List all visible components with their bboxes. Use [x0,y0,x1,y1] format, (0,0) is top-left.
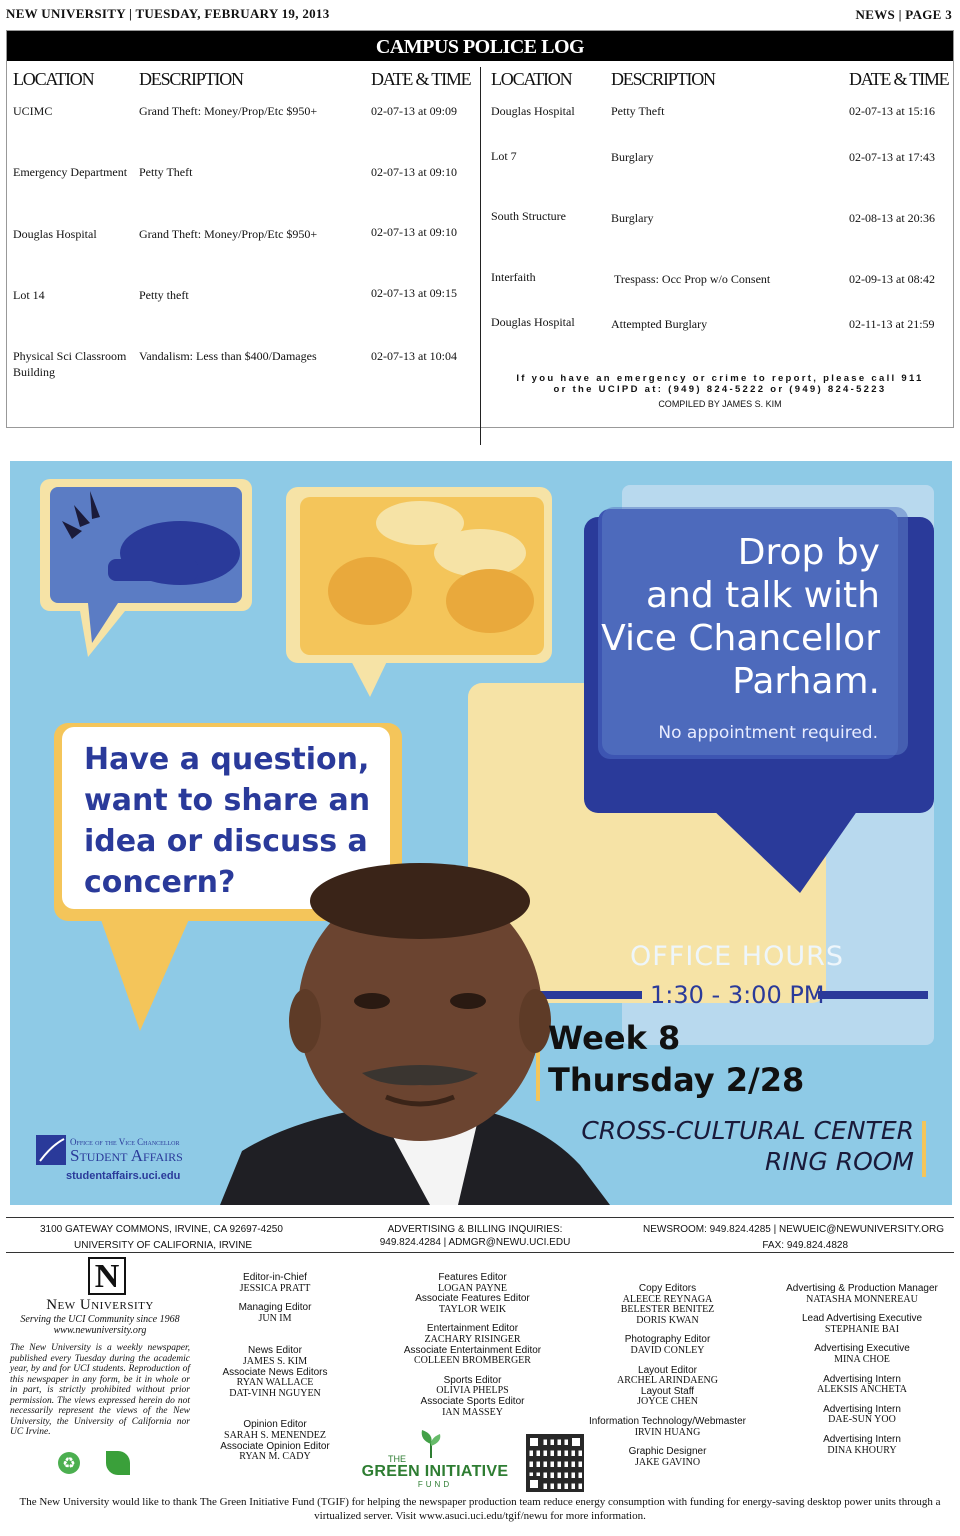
headline-line: and talk with [645,575,880,616]
staff-role: Associate News Editors [222,1366,328,1378]
venue-bar [922,1121,926,1177]
compiled-by: COMPILED BY JAMES S. KIM [658,399,782,409]
staff-role: Associate Sports Editor [420,1395,525,1407]
advertising-label: ADVERTISING & BILLING INQUIRIES: [387,1224,563,1235]
staff-column-4 [772,1284,952,1456]
newspaper-logo: N [88,1257,126,1295]
log-description: Petty theft [139,288,189,302]
green-initiative-fund-logo [352,1430,518,1492]
headline-line: Vice Chancellor [601,618,880,659]
no-appointment-note: No appointment required. [658,723,878,743]
tgif-name: GREEN INITIATIVE [361,1463,509,1480]
office-hours-time: 1:30 - 3:00 PM [650,981,825,1009]
staff-role: Copy Editors [638,1283,697,1294]
staff-name: MINA CHOE [834,1353,890,1365]
log-datetime: 02-07-13 at 15:16 [849,104,935,118]
column-divider [480,67,481,445]
leaf-icon [106,1451,130,1475]
office-hours-label: OFFICE HOURS [630,941,844,972]
log-location: Douglas Hospital [491,315,575,329]
log-location: Lot 7 [491,149,517,163]
staff-role: News Editor [248,1345,302,1357]
col-header-location: LOCATION [13,69,94,89]
headline [601,531,880,703]
staff-name: OLIVIA PHELPS [436,1385,509,1397]
page-header-left: NEW UNIVERSITY | TUESDAY, FEBRUARY 19, 2013 [6,6,330,21]
staff-name: SARAH S. MENENDEZ [224,1429,326,1441]
staff-role: Managing Editor [238,1302,312,1314]
page-header-right: NEWS | PAGE 3 [855,7,952,22]
website: www.newuniversity.org [53,1325,147,1336]
staff-role: Features Editor [438,1272,507,1283]
police-log-title: CAMPUS POLICE LOG [7,31,953,61]
log-datetime: 02-07-13 at 09:09 [371,104,457,118]
venue-line2: RING ROOM [764,1147,914,1176]
staff-role: Layout Staff [640,1385,695,1397]
student-affairs-logo-icon [36,1135,66,1165]
newspaper-name: New University [46,1297,154,1313]
staff-name: BELESTER BENITEZ [620,1304,715,1316]
venue-line1: CROSS-CULTURAL CENTER [581,1116,914,1145]
question-line: want to share an [84,783,371,818]
staff-name: ALEKSIS ANCHETA [816,1384,908,1396]
staff-name: ZACHARY RISINGER [424,1333,521,1345]
qr-code-icon[interactable] [526,1434,584,1492]
fax: FAX: 949.824.4828 [762,1240,848,1251]
staff-name: TAYLOR WEIK [438,1303,507,1315]
staff-role: Advertising & Production Manager [786,1283,938,1294]
org-url: studentaffairs.uci.edu [66,1170,181,1182]
log-datetime: 02-07-13 at 17:43 [849,150,935,164]
log-location: Interfaith [491,270,536,284]
log-description: Burglary [611,150,654,164]
chat-bubble-icon [286,487,552,697]
staff-role: Opinion Editor [243,1419,307,1431]
col-header-description: DESCRIPTION [139,69,243,89]
headline-line: Parham. [732,661,880,702]
leaf-sprout-icon [418,1430,444,1458]
staff-name: JAKE GAVINO [634,1456,701,1468]
tgif-fund: FUND [417,1480,453,1489]
staff-name: JOYCE CHEN [637,1396,698,1408]
log-datetime: 02-09-13 at 08:42 [849,272,935,286]
headline-line: Drop by [737,532,880,573]
staff-name: ARCHEL ARINDAENG [616,1375,718,1387]
log-description: Petty Theft [611,104,665,118]
log-datetime: 02-07-13 at 10:04 [371,349,457,363]
staff-role: Information Technology/Webmaster [589,1415,746,1427]
advertising-contact: 949.824.4284 | ADMGR@NEWU.UCI.EDU [379,1237,571,1248]
vice-chancellor-ad [10,461,952,1205]
question-line: Have a question, [84,742,370,777]
staff-name: DAE-SUN YOO [828,1414,896,1426]
newsroom-contact: NEWSROOM: 949.824.4285 | NEWUEIC@NEWUNIVERSITY.ORG [643,1224,944,1235]
question-line: idea or discuss a [84,824,368,859]
log-description: Vandalism: Less than $400/Damages [139,349,317,363]
staff-name: JUN IM [258,1312,292,1324]
staff-name: RYAN M. CADY [239,1451,311,1463]
staff-name: DAT-VINH NGUYEN [229,1387,321,1399]
log-datetime: 02-08-13 at 20:36 [849,211,935,225]
staff-role: Associate Features Editor [415,1293,530,1305]
recycle-icon: ♻ [58,1452,80,1474]
staff-column-1 [200,1273,350,1463]
staff-role: Advertising Intern [823,1373,901,1385]
footer-rule-bottom [6,1252,954,1253]
week-label: Week 8 [548,1019,681,1057]
log-location: Physical Sci Classroom Building [13,349,127,379]
staff-name: DORIS KWAN [636,1314,699,1326]
log-location: Lot 14 [13,288,45,302]
question-text [84,739,370,903]
log-location: Douglas Hospital [491,104,575,118]
staff-name: NATASHA MONNEREAU [806,1293,918,1305]
org-line1: Office of the Vice Chancellor [70,1137,180,1147]
staff-name: STEPHANIE BAI [824,1323,900,1335]
date-label: Thursday 2/28 [548,1061,805,1099]
staff-name: IAN MASSEY [442,1406,503,1418]
footer-rule-top [6,1217,954,1218]
log-datetime: 02-11-13 at 21:59 [849,317,935,331]
log-location: Douglas Hospital [13,227,97,241]
rule-right [818,991,928,999]
staff-column-3 [580,1284,755,1468]
emergency-notice: If you have an emergency or crime to report, please call 911 or the UCIPD at: (949) 824-5222 or (949) 824-5223 [516,373,924,395]
log-location: UCIMC [13,104,53,118]
log-datetime: 02-07-13 at 09:10 [371,165,457,179]
staff-role: Advertising Executive [814,1343,910,1355]
staff-role: Sports Editor [443,1374,502,1386]
staff-name: RYAN WALLACE [236,1377,314,1389]
staff-role: Lead Advertising Executive [801,1313,923,1325]
staff-role: Advertising Intern [823,1433,901,1445]
tagline: Serving the UCI Community since 1968 [20,1314,180,1325]
log-description: Grand Theft: Money/Prop/Etc $950+ [139,104,318,118]
col-header-location-right: LOCATION [491,69,572,89]
staff-role: Associate Opinion Editor [220,1440,330,1452]
staff-name: ALEECE REYNAGA [622,1293,713,1305]
log-datetime: 02-07-13 at 09:15 [371,286,457,300]
staff-role: Layout Editor [638,1364,697,1376]
log-description: Petty Theft [139,165,193,179]
question-line: concern? [84,865,236,900]
col-header-datetime: DATE & TIME [371,69,471,89]
staff-role: Associate Entertainment Editor [403,1344,542,1356]
log-location: Emergency Department [13,165,128,179]
staff-role: Graphic Designer [628,1446,707,1458]
staff-name: IRVIN HUANG [634,1426,701,1438]
col-header-datetime-right: DATE & TIME [849,69,949,89]
log-datetime: 02-07-13 at 09:10 [371,225,457,239]
log-description: Trespass: Occ Prop w/o Consent [614,272,771,286]
tgif-thanks: The New University would like to thank The Green Initiative Fund (TGIF) for helping the newspaper production team reduce energy consumption with funding for energy-saving desktop power units through a virtualized server. Visit www.asuci.uci.edu/tgif/newu for more information. [19,1496,941,1522]
address: 3100 GATEWAY COMMONS, IRVINE, CA 92697-4250 [40,1224,283,1235]
log-description: Burglary [611,211,654,225]
staff-name: DAVID CONLEY [630,1344,705,1356]
log-description: Grand Theft: Money/Prop/Etc $950+ [139,227,318,241]
staff-role: Photography Editor [624,1334,711,1346]
staff-role: Advertising Intern [823,1403,901,1415]
staff-role: Entertainment Editor [426,1323,519,1335]
staff-column-2 [390,1273,555,1418]
staff-name: JESSICA PRATT [239,1282,311,1294]
speech-bubble-icon [40,479,252,657]
log-location: South Structure [491,209,566,223]
rule-left [536,991,642,999]
staff-name: JAMES S. KIM [242,1355,308,1367]
police-log [6,30,954,428]
log-description: Attempted Burglary [611,317,708,331]
about-text: The New University is a weekly newspaper, published every Tuesday during the academic year, by and for UCI students. Reproduction of this newspaper in any form, be it in whole or in part, is strictly prohibited without prior permission. The views expressed herein do not necessarily represent the views of the New University, the University of California nor UC Irvine. [10,1343,190,1437]
tgif-the: THE [388,1454,406,1464]
staff-role: Editor-in-Chief [243,1272,307,1283]
university: UNIVERSITY OF CALIFORNIA, IRVINE [74,1240,252,1251]
staff-name: COLLEEN BROMBERGER [414,1355,531,1367]
staff-name: DINA KHOURY [827,1444,897,1456]
col-header-description-right: DESCRIPTION [611,69,715,89]
org-line2: Student Affairs [70,1146,183,1165]
staff-name: LOGAN PAYNE [438,1282,507,1294]
